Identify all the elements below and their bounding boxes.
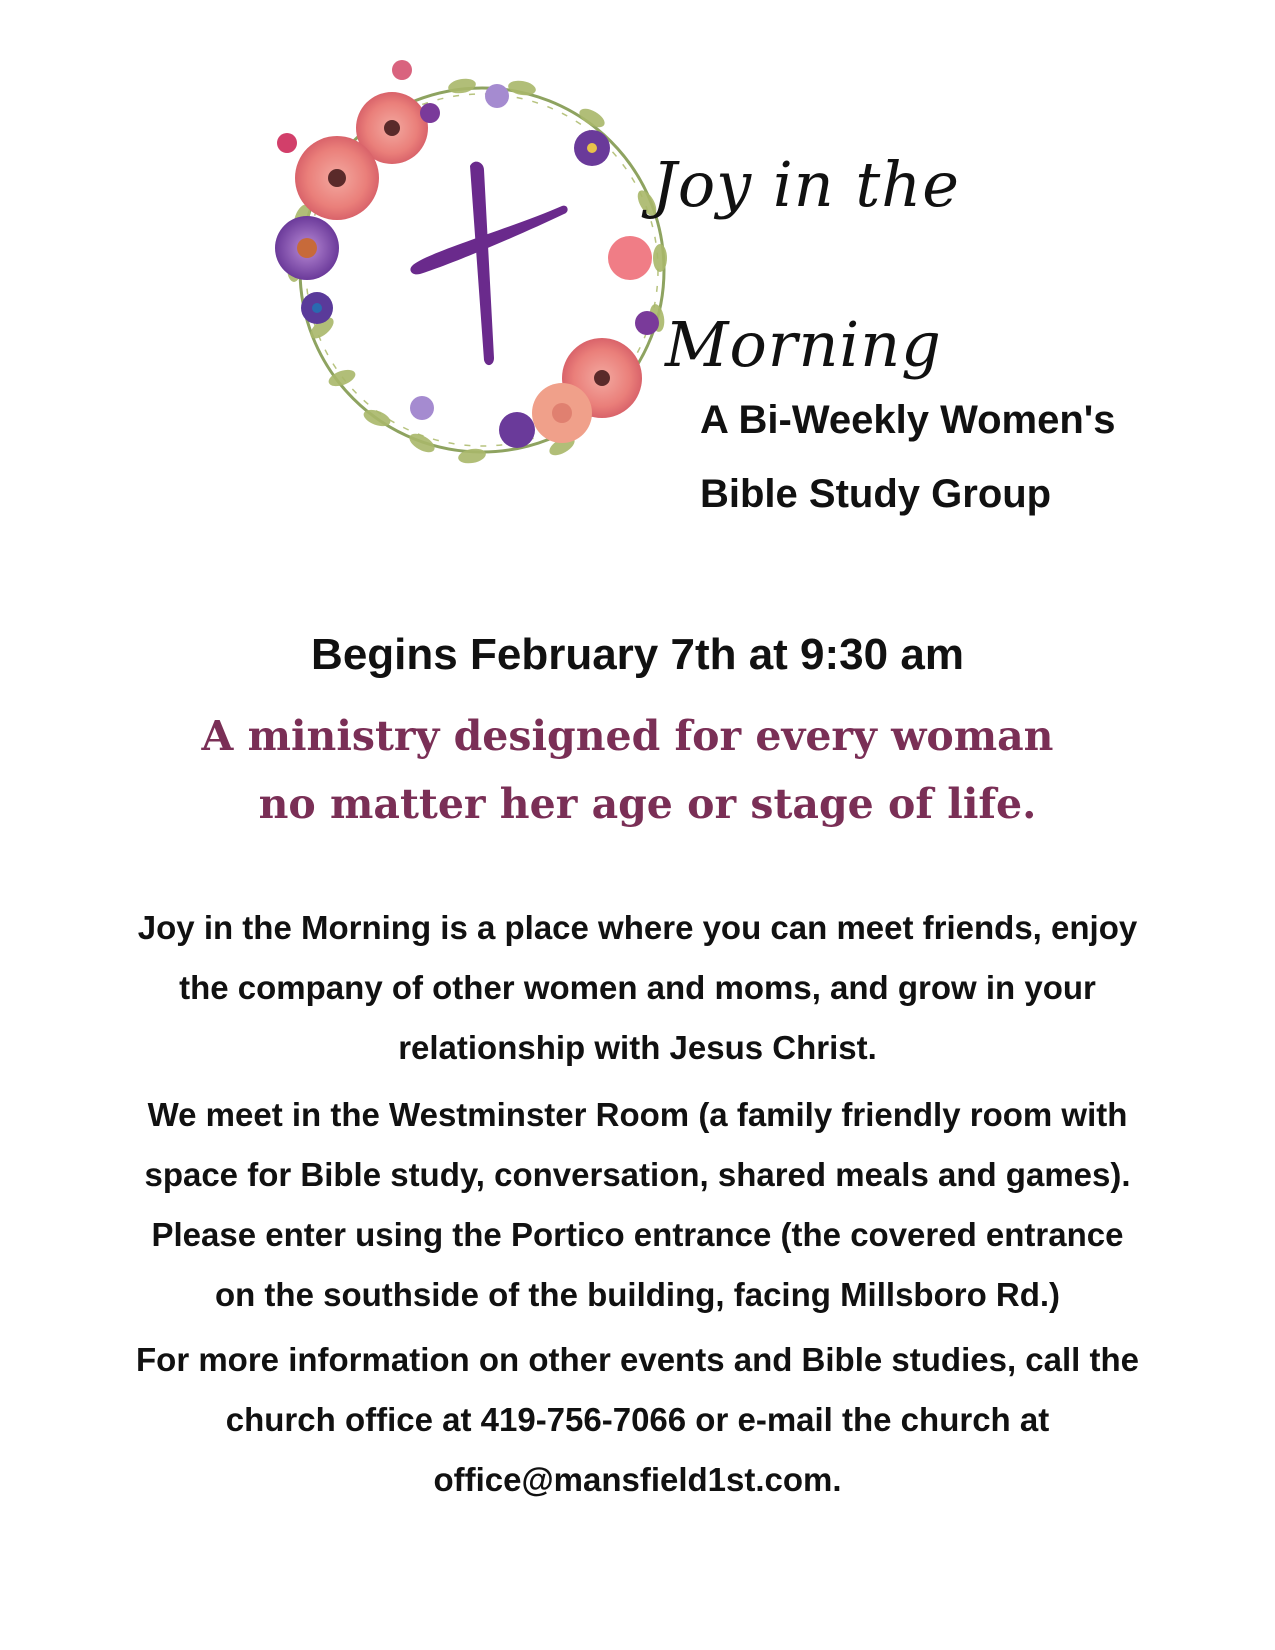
- pink-flower-cluster-bottom: [532, 236, 659, 443]
- location-paragraph: [40, 1085, 1235, 1325]
- location-line: space for Bible study, conversation, shared meals and games).: [144, 1156, 1131, 1193]
- subtitle-line-1: A Bi-Weekly Women's: [700, 398, 1116, 442]
- pink-flower-cluster-top: [277, 60, 428, 220]
- cross-icon: [410, 162, 567, 365]
- location-line: Please enter using the Portico entrance (the covered entrance: [151, 1216, 1124, 1253]
- location-line: We meet in the Westminster Room (a family friendly room with: [147, 1096, 1128, 1133]
- contact-line: church office at 419-756-7066 or e-mail the church at: [225, 1401, 1050, 1438]
- start-date-heading: Begins February 7th at 9:30 am: [311, 630, 964, 679]
- contact-paragraph: [40, 1330, 1235, 1510]
- description-line: the company of other women and moms, and grow in your: [179, 969, 1096, 1006]
- title-line-1: Joy in the: [652, 148, 960, 221]
- contact-email: office@mansfield1st.com.: [433, 1461, 842, 1498]
- title-line-2: Morning: [665, 308, 942, 381]
- description-line: Joy in the Morning is a place where you can meet friends, enjoy: [137, 909, 1138, 946]
- floral-wreath-icon: [262, 58, 702, 478]
- ministry-tagline-line-1: A ministry designed for every woman: [201, 712, 1054, 760]
- ministry-tagline-line-2: no matter her age or stage of life.: [258, 780, 1037, 828]
- description-line: relationship with Jesus Christ.: [398, 1029, 877, 1066]
- location-line: on the southside of the building, facing Millsboro Rd.): [214, 1276, 1061, 1313]
- description-paragraph: [40, 898, 1235, 1078]
- subtitle-line-2: Bible Study Group: [700, 472, 1052, 516]
- contact-line: For more information on other events and Bible studies, call the: [136, 1341, 1139, 1378]
- purple-flower-cluster-left: [275, 216, 339, 324]
